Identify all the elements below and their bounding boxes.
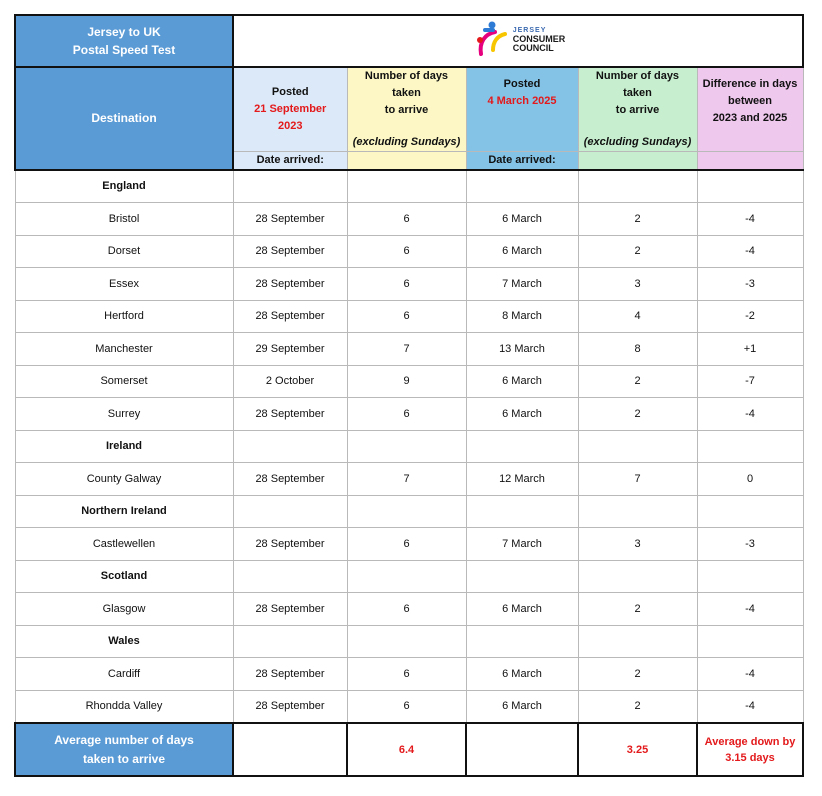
difference-cell: -4	[697, 690, 803, 723]
arrived-2025-cell: 6 March	[466, 690, 578, 723]
empty-cell	[578, 495, 697, 528]
average-summary-line-1: Average down by	[704, 735, 796, 748]
empty-cell	[347, 495, 466, 528]
postal-speed-table-container	[14, 14, 804, 777]
days-2025-cell: 3	[578, 528, 697, 561]
empty-cell	[578, 430, 697, 463]
days-2025-cell: 4	[578, 300, 697, 333]
empty-cell	[466, 170, 578, 203]
region-row	[15, 625, 803, 658]
destination-cell: Castlewellen	[15, 528, 233, 561]
empty-cell	[233, 560, 347, 593]
logo-line-3: COUNCIL	[512, 43, 554, 53]
days-2023-cell: 6	[347, 690, 466, 723]
arrived-2023-cell: 29 September	[233, 333, 347, 366]
days-2023-header	[347, 67, 466, 152]
arrived-2023-cell: 28 September	[233, 268, 347, 301]
days-2023-cell: 6	[347, 398, 466, 431]
empty-cell	[697, 495, 803, 528]
arrived-2025-cell: 6 March	[466, 398, 578, 431]
destination-cell: Hertford	[15, 300, 233, 333]
empty-cell	[347, 430, 466, 463]
arrived-2025-cell: 8 March	[466, 300, 578, 333]
days-2025-cell: 2	[578, 235, 697, 268]
difference-line-3: 2023 and 2025	[712, 111, 788, 124]
days-2023-subheader	[347, 152, 466, 170]
average-summary-line-2: 3.15 days	[725, 751, 775, 764]
empty-cell	[466, 495, 578, 528]
table-title	[15, 15, 233, 67]
date-arrived-2025-label: Date arrived:	[466, 152, 578, 170]
difference-cell: -3	[697, 528, 803, 561]
arrived-2023-cell: 28 September	[233, 658, 347, 691]
days-2023-line-2: to arrive	[384, 104, 429, 116]
posted-2023-date-line-1: 21 September	[254, 103, 327, 115]
title-line-1: Jersey to UK	[87, 25, 161, 39]
average-empty-2	[466, 723, 578, 776]
logo-line-1: JERSEY	[512, 27, 547, 34]
difference-cell: -2	[697, 300, 803, 333]
table-row	[15, 268, 803, 301]
table-row	[15, 365, 803, 398]
days-2023-cell: 6	[347, 528, 466, 561]
empty-cell	[347, 560, 466, 593]
empty-cell	[347, 625, 466, 658]
empty-cell	[233, 625, 347, 658]
empty-cell	[697, 625, 803, 658]
days-2023-cell: 6	[347, 235, 466, 268]
arrived-2023-cell: 28 September	[233, 528, 347, 561]
average-label-line-2: taken to arrive	[82, 751, 166, 766]
difference-line-1: Difference in days	[702, 77, 798, 90]
arrived-2025-cell: 7 March	[466, 268, 578, 301]
days-2025-cell: 2	[578, 690, 697, 723]
date-arrived-2023-label: Date arrived:	[233, 152, 347, 170]
days-2025-cell: 2	[578, 365, 697, 398]
destination-cell: County Galway	[15, 463, 233, 496]
empty-cell	[233, 495, 347, 528]
days-2023-cell: 7	[347, 333, 466, 366]
arrived-2025-cell: 6 March	[466, 235, 578, 268]
average-summary	[697, 723, 803, 776]
title-line-2: Postal Speed Test	[72, 43, 176, 57]
difference-line-2: between	[728, 94, 773, 107]
days-2025-note: (excluding Sundays)	[583, 136, 692, 148]
days-2023-cell: 6	[347, 593, 466, 626]
days-2023-cell: 6	[347, 203, 466, 236]
empty-cell	[466, 560, 578, 593]
region-name: Scotland	[15, 560, 233, 593]
days-2025-line-2: to arrive	[615, 104, 660, 116]
arrived-2023-cell: 28 September	[233, 690, 347, 723]
table-row	[15, 463, 803, 496]
empty-cell	[233, 170, 347, 203]
destination-cell: Bristol	[15, 203, 233, 236]
region-row	[15, 430, 803, 463]
arrived-2023-cell: 28 September	[233, 398, 347, 431]
destination-cell: Rhondda Valley	[15, 690, 233, 723]
posted-2023-date-line-2: 2023	[278, 120, 303, 132]
difference-cell: -4	[697, 398, 803, 431]
days-2025-cell: 3	[578, 268, 697, 301]
table-row	[15, 593, 803, 626]
days-2025-cell: 7	[578, 463, 697, 496]
difference-cell: -4	[697, 235, 803, 268]
posted-2023-label: Posted	[271, 86, 309, 98]
days-2023-cell: 6	[347, 268, 466, 301]
empty-cell	[466, 625, 578, 658]
table-row	[15, 398, 803, 431]
empty-cell	[697, 430, 803, 463]
destination-cell: Essex	[15, 268, 233, 301]
jersey-consumer-council-logo	[471, 20, 566, 60]
table-row	[15, 333, 803, 366]
difference-cell: +1	[697, 333, 803, 366]
empty-cell	[578, 170, 697, 203]
table-row	[15, 235, 803, 268]
region-name: Ireland	[15, 430, 233, 463]
arrived-2023-cell: 28 September	[233, 235, 347, 268]
arrived-2025-cell: 6 March	[466, 203, 578, 236]
days-2023-cell: 6	[347, 300, 466, 333]
days-2025-cell: 2	[578, 593, 697, 626]
difference-cell: -4	[697, 658, 803, 691]
table-row	[15, 300, 803, 333]
region-row	[15, 560, 803, 593]
posted-2025-date: 4 March 2025	[487, 94, 557, 107]
posted-2025-header	[466, 67, 578, 152]
difference-cell: -7	[697, 365, 803, 398]
logo-figures-icon	[471, 20, 509, 60]
empty-cell	[697, 170, 803, 203]
days-2025-subheader	[578, 152, 697, 170]
average-days-2023: 6.4	[347, 723, 466, 776]
table-row	[15, 528, 803, 561]
empty-cell	[233, 430, 347, 463]
difference-cell: 0	[697, 463, 803, 496]
difference-cell: -4	[697, 203, 803, 236]
destination-cell: Cardiff	[15, 658, 233, 691]
region-name: Wales	[15, 625, 233, 658]
average-label-line-1: Average number of days	[54, 732, 194, 747]
empty-cell	[347, 170, 466, 203]
destination-cell: Dorset	[15, 235, 233, 268]
days-2025-cell: 2	[578, 398, 697, 431]
arrived-2025-cell: 7 March	[466, 528, 578, 561]
days-2023-note: (excluding Sundays)	[352, 136, 461, 148]
region-row	[15, 495, 803, 528]
days-2025-cell: 2	[578, 658, 697, 691]
days-2023-line-1: Number of days taken	[364, 70, 449, 99]
days-2025-cell: 2	[578, 203, 697, 236]
arrived-2025-cell: 6 March	[466, 593, 578, 626]
table-row	[15, 690, 803, 723]
posted-2025-label: Posted	[503, 77, 541, 90]
days-2023-cell: 7	[347, 463, 466, 496]
days-2025-line-1: Number of days taken	[595, 70, 680, 99]
arrived-2023-cell: 28 September	[233, 463, 347, 496]
days-2025-cell: 8	[578, 333, 697, 366]
arrived-2025-cell: 13 March	[466, 333, 578, 366]
arrived-2023-cell: 2 October	[233, 365, 347, 398]
posted-2023-header	[233, 67, 347, 152]
average-empty-1	[233, 723, 347, 776]
table-body	[15, 170, 803, 724]
arrived-2023-cell: 28 September	[233, 203, 347, 236]
difference-subheader	[697, 152, 803, 170]
logo-wordmark	[513, 26, 566, 53]
arrived-2023-cell: 28 September	[233, 593, 347, 626]
arrived-2025-cell: 6 March	[466, 365, 578, 398]
difference-header	[697, 67, 803, 152]
region-row	[15, 170, 803, 203]
destination-header: Destination	[15, 67, 233, 170]
destination-cell: Manchester	[15, 333, 233, 366]
empty-cell	[578, 560, 697, 593]
logo-cell	[233, 15, 803, 67]
table-row	[15, 203, 803, 236]
empty-cell	[466, 430, 578, 463]
arrived-2023-cell: 28 September	[233, 300, 347, 333]
average-days-2025: 3.25	[578, 723, 697, 776]
empty-cell	[697, 560, 803, 593]
destination-cell: Glasgow	[15, 593, 233, 626]
table-row	[15, 658, 803, 691]
postal-speed-table	[14, 14, 804, 777]
region-name: England	[15, 170, 233, 203]
logo-line-2: CONSUMER	[512, 34, 566, 44]
arrived-2025-cell: 6 March	[466, 658, 578, 691]
average-label	[15, 723, 233, 776]
arrived-2025-cell: 12 March	[466, 463, 578, 496]
days-2025-header	[578, 67, 697, 152]
difference-cell: -3	[697, 268, 803, 301]
difference-cell: -4	[697, 593, 803, 626]
destination-cell: Somerset	[15, 365, 233, 398]
days-2023-cell: 6	[347, 658, 466, 691]
region-name: Northern Ireland	[15, 495, 233, 528]
empty-cell	[578, 625, 697, 658]
days-2023-cell: 9	[347, 365, 466, 398]
destination-cell: Surrey	[15, 398, 233, 431]
